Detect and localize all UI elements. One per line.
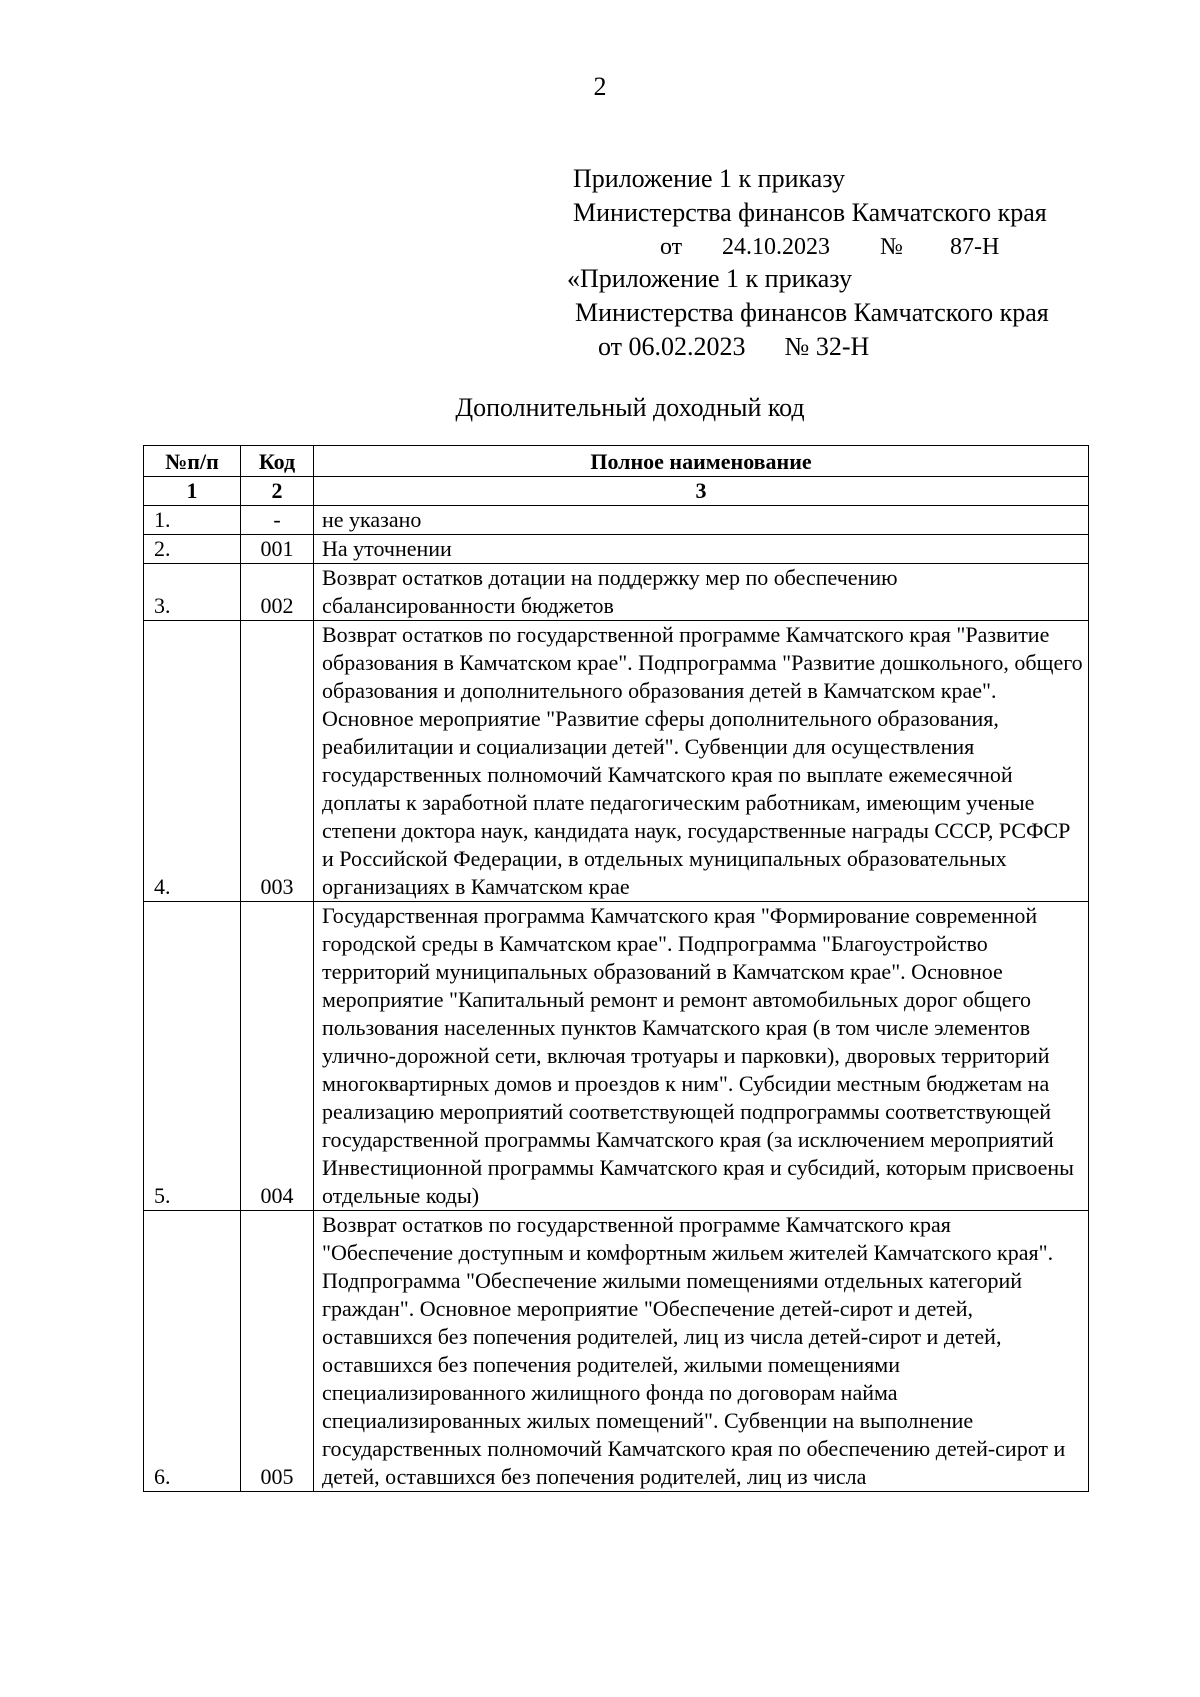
column-numbers-row xyxy=(144,477,1089,506)
table-row xyxy=(144,564,1089,621)
appendix-line-4: «Приложение 1 к приказу xyxy=(567,264,853,293)
row-full-name: Возврат остатков дотации на поддержку мер по обеспечению сбалансированности бюджетов xyxy=(314,564,1089,621)
header-full-name: Полное наименование xyxy=(314,446,1089,477)
column-number: 2 xyxy=(241,477,314,506)
row-code: 003 xyxy=(241,621,314,902)
row-full-name: Возврат остатков по государственной программе Камчатского края "Развитие образования в Камчатском крае". Подпрограмма "Развитие дошкольного, общего образования и дополнительного образования детей в Камчатском крае". Основное мероприятие "Развитие сферы дополнительного образования, реабилитации и социализации детей". Субвенции для осуществления государственных полномочий Камчатского края по выплате ежемесячной доплаты к заработной плате педагогическим работникам, имеющим ученые степени доктора наук, кандидата наук, государственные награды СССР, РСФСР и Российской Федерации, в отдельных муниципальных образовательных организациях в Камчатском крае xyxy=(314,621,1089,902)
row-number: 2. xyxy=(144,535,241,564)
header-number: №п/п xyxy=(144,446,241,477)
table-row xyxy=(144,506,1089,535)
row-number: 3. xyxy=(144,564,241,621)
table-row xyxy=(144,535,1089,564)
column-number: 3 xyxy=(314,477,1089,506)
row-code: 002 xyxy=(241,564,314,621)
column-number: 1 xyxy=(144,477,241,506)
appendix-line-6: от 06.02.2023 № 32-Н xyxy=(598,332,870,361)
appendix-line-2: Министерства финансов Камчатского края xyxy=(573,198,1047,227)
income-codes-table xyxy=(143,445,1089,1492)
appendix-line-5: Министерства финансов Камчатского края xyxy=(575,298,1049,327)
table-row xyxy=(144,902,1089,1211)
row-number: 4. xyxy=(144,621,241,902)
row-full-name: не указано xyxy=(314,506,1089,535)
table-row xyxy=(144,1211,1089,1492)
row-code: 005 xyxy=(241,1211,314,1492)
row-number: 1. xyxy=(144,506,241,535)
row-full-name: На уточнении xyxy=(314,535,1089,564)
row-code: 001 xyxy=(241,535,314,564)
row-full-name: Государственная программа Камчатского края "Формирование современной городской среды в Камчатском крае". Подпрограмма "Благоустройство территорий муниципальных образований в Камчатском крае". Основное мероприятие "Капитальный ремонт и ремонт автомобильных дорог общего пользования населенных пунктов Камчатского края (в том числе элементов улично-дорожной сети, включая тротуары и парковки), дворовых территорий многоквартирных домов и проездов к ним". Субсидии местным бюджетам на реализацию мероприятий соответствующей подпрограммы соответствующей государственной программы Камчатского края (за исключением мероприятий Инвестиционной программы Камчатского края и субсидий, которым присвоены отдельные коды) xyxy=(314,902,1089,1211)
table-row xyxy=(144,621,1089,902)
row-number: 5. xyxy=(144,902,241,1211)
appendix-line-1: Приложение 1 к приказу xyxy=(573,164,846,193)
table-header-row xyxy=(144,446,1089,477)
row-number: 6. xyxy=(144,1211,241,1492)
row-code: 004 xyxy=(241,902,314,1211)
appendix-number: 87-Н xyxy=(950,234,1000,260)
header-code: Код xyxy=(241,446,314,477)
appendix-number-label: № xyxy=(880,234,903,260)
document-title: Дополнительный доходный код xyxy=(455,393,805,422)
appendix-date: 24.10.2023 xyxy=(722,234,830,260)
appendix-from-label: от xyxy=(660,234,683,260)
row-code: - xyxy=(241,506,314,535)
row-full-name: Возврат остатков по государственной программе Камчатского края "Обеспечение доступным и комфортным жильем жителей Камчатского края". Подпрограмма "Обеспечение жилыми помещениями отдельных категорий граждан". Основное мероприятие "Обеспечение детей-сирот и детей, оставшихся без попечения родителей, лиц из числа детей-сирот и детей, оставшихся без попечения родителей, жилыми помещениями специализированного жилищного фонда по договорам найма специализированных жилых помещений". Субвенции на выполнение государственных полномочий Камчатского края по обеспечению детей-сирот и детей, оставшихся без попечения родителей, лиц из числа xyxy=(314,1211,1089,1492)
page-number: 2 xyxy=(593,72,607,101)
